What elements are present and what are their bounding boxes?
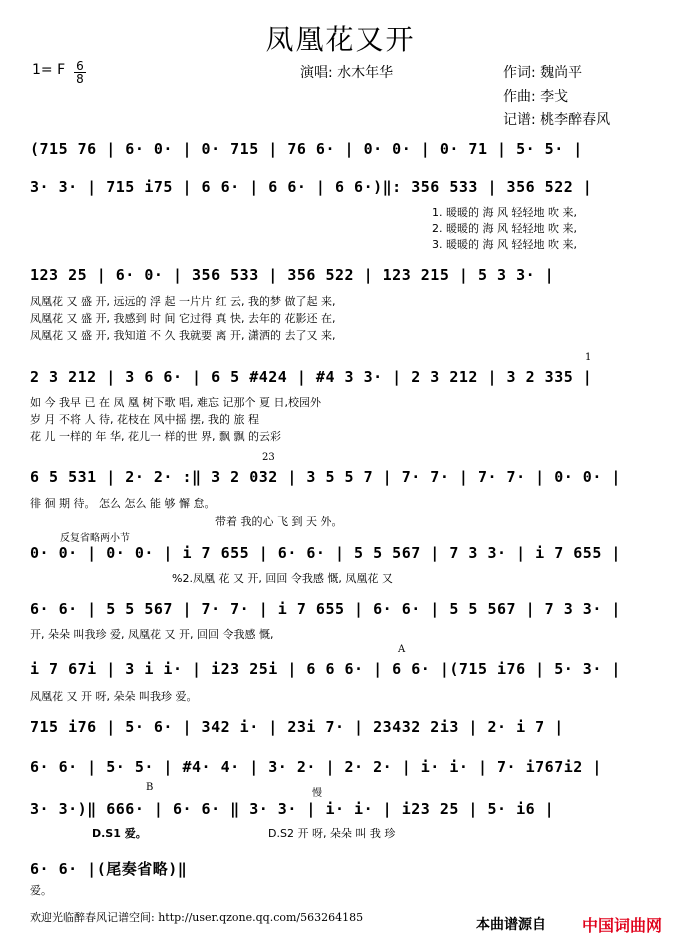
- slow-tempo-marker: 慢: [312, 788, 322, 799]
- lyric-verse1-line3: 凤凰花 又 盛 开, 远远的 浮 起 一片片 红 云, 我的梦 做了起 来,: [30, 295, 336, 308]
- score-line-11: 3· 3·)‖ 666· | 6· 6· ‖ 3· 3· | i· i· | i23 25 | 5· i6 |: [30, 800, 555, 818]
- lyric-line7: 开, 朵朵 叫我珍 爱, 凤凰花 又 开, 回回 令我感 慨,: [30, 628, 274, 641]
- lyricist-credit: 作词: 魏尚平: [503, 65, 583, 81]
- lyric-line5a: 徘 徊 期 待。 怎么 怎么 能 够 懈 怠。: [30, 497, 216, 510]
- repeat-omit-note: 反复省略两小节: [60, 533, 130, 544]
- ending-23-marker: 23: [262, 452, 275, 463]
- site-name: 中国词曲网: [582, 916, 663, 935]
- composer-credit: 作曲: 李戈: [503, 89, 569, 105]
- lyric-line12: 爱。: [30, 884, 52, 897]
- welcome-text: 欢迎光临醉春风记谱空间: http://user.qzone.qq.com/563264185: [30, 911, 364, 924]
- score-line-1: (715 76 | 6· 0· | 0· 715 | 76 6· | 0· 0· | 0· 71 | 5· 5· |: [30, 140, 583, 158]
- score-line-12: 6· 6· |(尾奏省略)‖: [30, 860, 188, 878]
- section-a-marker: A: [398, 644, 406, 655]
- score-line-10: 6· 6· | 5· 5· | #4· 4· | 3· 2· | 2· 2· | i· i· | 7· i767i2 |: [30, 758, 602, 776]
- lyric-verse3-line4: 花 儿 一样的 年 华, 花儿一 样的世 界, 飘 飘 的云彩: [30, 430, 281, 443]
- lyric-line5b: 带着 我的心 飞 到 天 外。: [215, 515, 343, 528]
- score-line-3: 123 25 | 6· 0· | 356 533 | 356 522 | 123 215 | 5 3 3· |: [30, 266, 555, 284]
- lyric-verse2-line4: 岁 月 不将 人 待, 花枝在 风中摇 摆, 我的 旅 程: [30, 413, 259, 426]
- score-line-9: 715 i76 | 5· 6· | 342 i· | 23i 7· | 23432 2i3 | 2· i 7 |: [30, 718, 564, 736]
- time-sig-denominator: 8: [74, 72, 86, 85]
- time-signature: [74, 60, 86, 85]
- lyric-verse1-line4: 如 今 我早 已 在 凤 凰 树下歌 唱, 难忘 记那个 夏 日,校园外: [30, 396, 321, 409]
- lyric-verse1-line2: 1. 暖暖的 海 风 轻轻地 吹 来,: [432, 206, 577, 219]
- time-sig-numerator: 6: [76, 59, 84, 73]
- lyric-line6: %2.凤凰 花 又 开, 回回 令我感 慨, 凤凰花 又: [172, 572, 393, 585]
- score-line-2: 3· 3· | 715 i75 | 6 6· | 6 6· | 6 6·)‖: 356 533 | 356 522 |: [30, 178, 593, 196]
- lyric-ds1: D.S1 爱。: [92, 827, 147, 840]
- key-signature: 1= F: [32, 62, 66, 78]
- section-b-marker: B: [146, 782, 154, 793]
- score-line-5: 6 5 531 | 2· 2· :‖ 3 2 032 | 3 5 5 7 | 7· 7· | 7· 7· | 0· 0· |: [30, 468, 621, 486]
- lyric-ds2: D.S2 开 呀, 朵朵 叫 我 珍: [268, 827, 396, 840]
- transcriber-credit: 记谱: 桃李醉春风: [503, 112, 611, 128]
- score-line-6: 0· 0· | 0· 0· | i 7 655 | 6· 6· | 5 5 567 | 7 3 3· | i 7 655 |: [30, 544, 621, 562]
- source-label: 本曲谱源自: [476, 917, 546, 933]
- lyric-verse3-line2: 3. 暖暖的 海 风 轻轻地 吹 来,: [432, 238, 577, 251]
- lyric-verse3-line3: 凤凰花 又 盛 开, 我知道 不 久 我就要 离 开, 潇洒的 去了又 来,: [30, 329, 336, 342]
- score-line-7: 6· 6· | 5 5 567 | 7· 7· | i 7 655 | 6· 6· | 5 5 567 | 7 3 3· |: [30, 600, 621, 618]
- lyric-verse2-line2: 2. 暖暖的 海 风 轻轻地 吹 来,: [432, 222, 577, 235]
- lyric-line8: 凤凰花 又 开 呀, 朵朵 叫我珍 爱。: [30, 690, 198, 703]
- lyric-verse2-line3: 凤凰花 又 盛 开, 我感到 时 间 它过得 真 快, 去年的 花影还 在,: [30, 312, 336, 325]
- singer-credit: 演唱: 水木年华: [300, 65, 394, 81]
- score-line-8: i 7 67i | 3 i i· | i23 25i | 6 6 6· | 6 6· |(715 i76 | 5· 3· |: [30, 660, 621, 678]
- song-title: 凤凰花又开: [265, 23, 416, 56]
- score-line-4: 2 3 212 | 3 6 6· | 6 5 #424 | #4 3 3· | 2 3 212 | 3 2 335 |: [30, 368, 593, 386]
- ending-1-marker: 1: [585, 352, 592, 363]
